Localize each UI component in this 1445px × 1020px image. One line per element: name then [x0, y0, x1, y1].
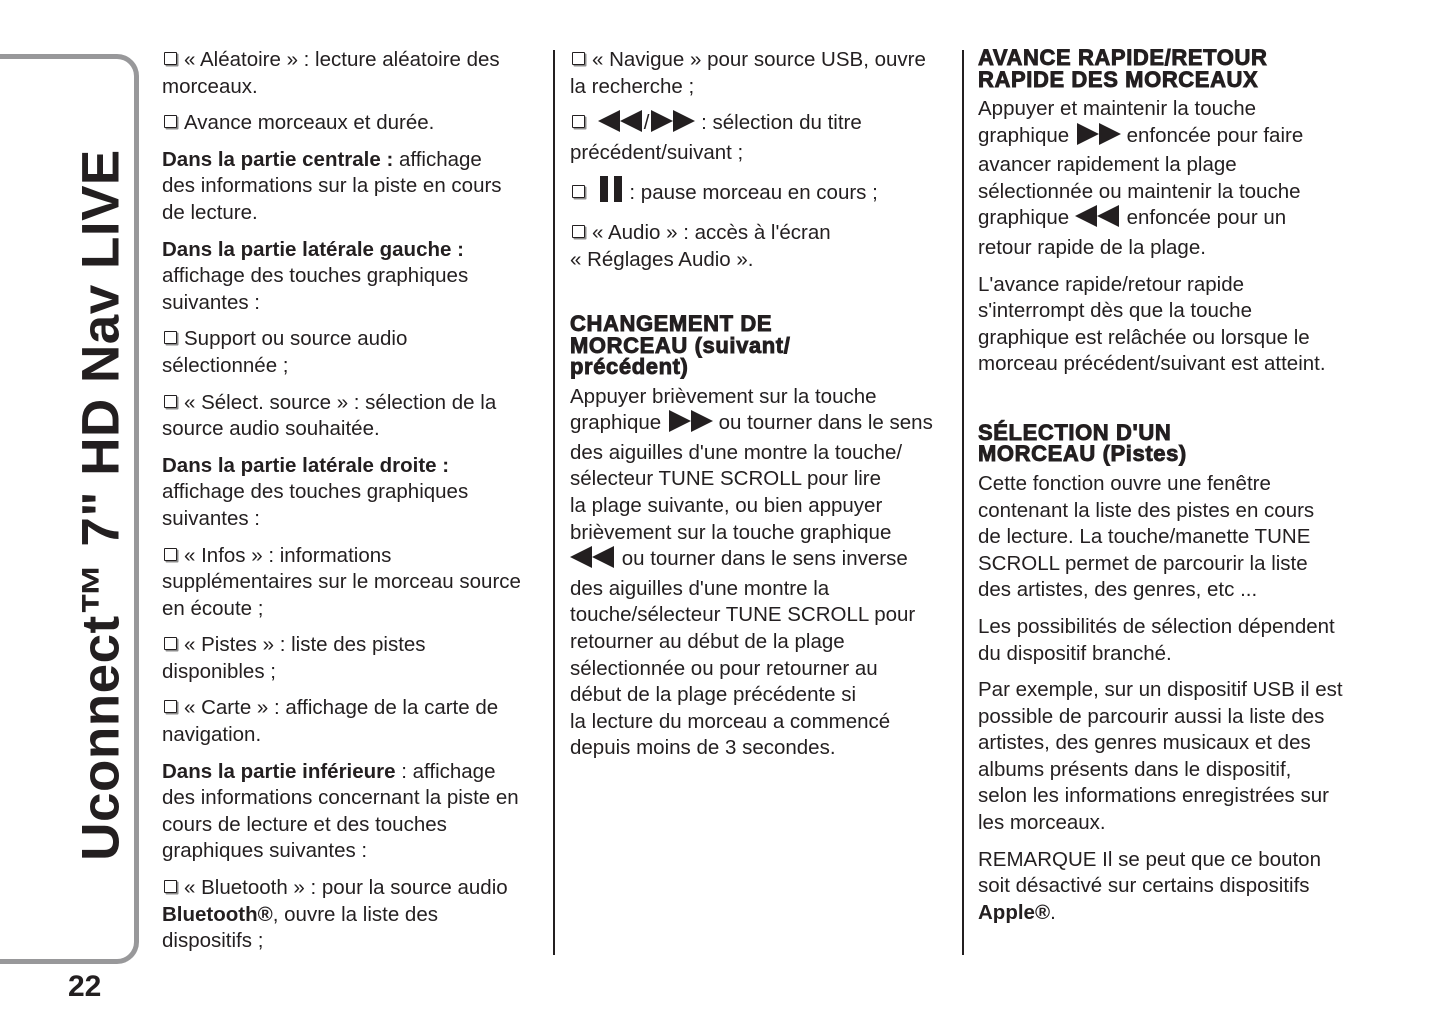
bullet-square-icon: [164, 637, 177, 650]
bullet-item: [162, 695, 547, 748]
bullet-square-icon: [164, 395, 177, 408]
bullet-item: [570, 110, 955, 166]
text-run: « Pistes » : liste des pistes disponibles ;: [162, 633, 426, 683]
bullet-square-icon: [572, 225, 585, 238]
bullet-item: [162, 326, 547, 379]
bold-text: Apple®: [978, 900, 1051, 924]
bullet-item: [162, 632, 547, 685]
text-run: AVANCE RAPIDE/RETOUR RAPIDE DES MORCEAUX: [978, 45, 1268, 92]
paragraph: [978, 614, 1363, 667]
bullet-square-icon: [164, 52, 177, 65]
bold-text: Bluetooth®: [162, 902, 273, 926]
bullet-square-icon: [164, 548, 177, 561]
column-1: [162, 47, 547, 965]
text-run: L'avance rapide/retour rapide s'interrompt dès que la touche graphique est relâchée ou lorsque le morceau précédent/suivant est atteint.: [978, 272, 1326, 376]
bullet-item: [162, 390, 547, 443]
fast-forward-icon: [1075, 123, 1121, 153]
text-run: : sélection du titre précédent/suivant ;: [570, 111, 862, 164]
text-run: Cette fonction ouvre une fenêtre contenant la liste des pistes en cours de lecture. La touche/manette TUNE SCROLL permet de parcourir la liste des artistes, des genres, etc ...: [978, 471, 1315, 602]
text-run: Par exemple, sur un dispositif USB il est possible de parcourir aussi la liste des artistes, des genres musicaux et des albums présents dans le dispositif, selon les informations enregistrées sur les morceaux.: [978, 678, 1343, 835]
text-run: Avance morceaux et durée.: [184, 111, 435, 135]
chapter-title: Uconnect™ 7" HD Nav LIVE: [71, 149, 131, 861]
bullet-square-icon: [572, 185, 585, 198]
text-run: : pause morceau en cours ;: [623, 181, 878, 205]
bullet-square-icon: [164, 331, 177, 344]
text-run: Les possibilités de sélection dépendent du dispositif branché.: [978, 614, 1335, 665]
text-run: affichage des touches graphiques suivantes :: [162, 480, 469, 530]
text-run: affichage des informations sur la piste en cours de lecture.: [162, 147, 502, 224]
text-run: « Carte » : affichage de la carte de navigation.: [162, 696, 499, 747]
bold-text: Dans la partie latérale droite :: [162, 453, 450, 477]
text-run: « Aléatoire » : lecture aléatoire des morceaux.: [162, 48, 500, 98]
paragraph: [978, 847, 1363, 927]
paragraph: [978, 96, 1363, 262]
text-run: , ouvre la liste des dispositifs ;: [162, 902, 438, 953]
text-run: enfoncée pour un retour rapide de la plage.: [978, 206, 1287, 259]
bullet-square-icon: [572, 52, 585, 65]
paragraph: [162, 759, 547, 865]
bullet-item: [570, 47, 955, 100]
bullet-item: [570, 176, 955, 210]
text-run: CHANGEMENT DE MORCEAU (suivant/ précédent): [570, 311, 791, 380]
text-run: « Sélect. source » : sélection de la source audio souhaitée.: [162, 390, 497, 441]
bullet-item: [570, 220, 955, 273]
section-heading: [978, 419, 1363, 467]
rewind-icon: [1075, 205, 1121, 235]
text-run: /: [643, 111, 650, 135]
bullet-square-icon: [164, 115, 177, 128]
text-run: Support ou source audio sélectionnée ;: [162, 327, 408, 377]
text-run: ou tourner dans le sens des aiguilles d'une montre la touche/ sélecteur TUNE SCROLL pour lire la plage suivante, ou bien appuyer brièvement sur la touche graphique: [570, 411, 933, 544]
column-2: [570, 47, 955, 772]
text-run: Appuyer et maintenir la touche graphique: [978, 97, 1257, 147]
column-divider: [962, 50, 964, 955]
pause-icon: [598, 176, 624, 210]
bullet-item: [162, 875, 547, 955]
text-run: enfoncée pour faire avancer rapidement la plage sélectionnée ou maintenir la touche graphique: [978, 123, 1304, 230]
text-run: « Navigue » pour source USB, ouvre la recherche ;: [570, 48, 926, 98]
text-run: « Bluetooth » : pour la source audio: [184, 876, 508, 900]
column-divider: [553, 50, 555, 955]
bullet-item: [162, 47, 547, 100]
bold-text: Dans la partie centrale :: [162, 147, 394, 171]
text-run: REMARQUE Il se peut que ce bouton soit désactivé sur certains dispositifs: [978, 847, 1321, 898]
text-run: affichage des touches graphiques suivantes :: [162, 264, 469, 314]
fast-forward-icon: [667, 410, 713, 440]
bold-text: Dans la partie inférieure: [162, 759, 396, 783]
fast-forward-icon: [649, 110, 695, 140]
paragraph: [162, 147, 547, 227]
text-run: « Audio » : accès à l'écran « Réglages Audio ».: [570, 220, 831, 271]
section-heading: [978, 47, 1363, 90]
paragraph: [978, 272, 1363, 378]
text-run: « Infos » : informations supplémentaires sur le morceau source en écoute ;: [162, 543, 521, 620]
column-3: [978, 47, 1363, 936]
text-run: Appuyer brièvement sur la touche graphique: [570, 384, 877, 435]
rewind-icon: [598, 110, 644, 140]
text-run: SÉLECTION D'UN MORCEAU (Pistes): [978, 419, 1187, 467]
bullet-square-icon: [164, 880, 177, 893]
section-heading: [570, 313, 955, 378]
text-run: : affichage des informations concernant la piste en cours de lecture et des touches graphiques suivantes :: [162, 759, 519, 863]
bullet-square-icon: [164, 700, 177, 713]
text-run: .: [1050, 900, 1056, 924]
bullet-square-icon: [572, 115, 585, 128]
text-run: ou tourner dans le sens inverse des aiguilles d'une montre la touche/sélecteur TUNE SCROLL pour retourner au début de la plage sélectionnée ou pour retourner au début de la plage précédente si la lecture du morceau a commencé depuis moins de 3 secondes.: [570, 547, 916, 760]
bold-text: Dans la partie latérale gauche :: [162, 237, 464, 261]
page-number: 22: [68, 970, 102, 1003]
paragraph: [978, 471, 1363, 604]
paragraph: [978, 677, 1363, 837]
rewind-icon: [570, 546, 616, 576]
paragraph: [162, 237, 547, 317]
paragraph: [162, 453, 547, 533]
paragraph: [570, 384, 955, 762]
bullet-item: [162, 543, 547, 623]
bullet-item: [162, 110, 547, 137]
